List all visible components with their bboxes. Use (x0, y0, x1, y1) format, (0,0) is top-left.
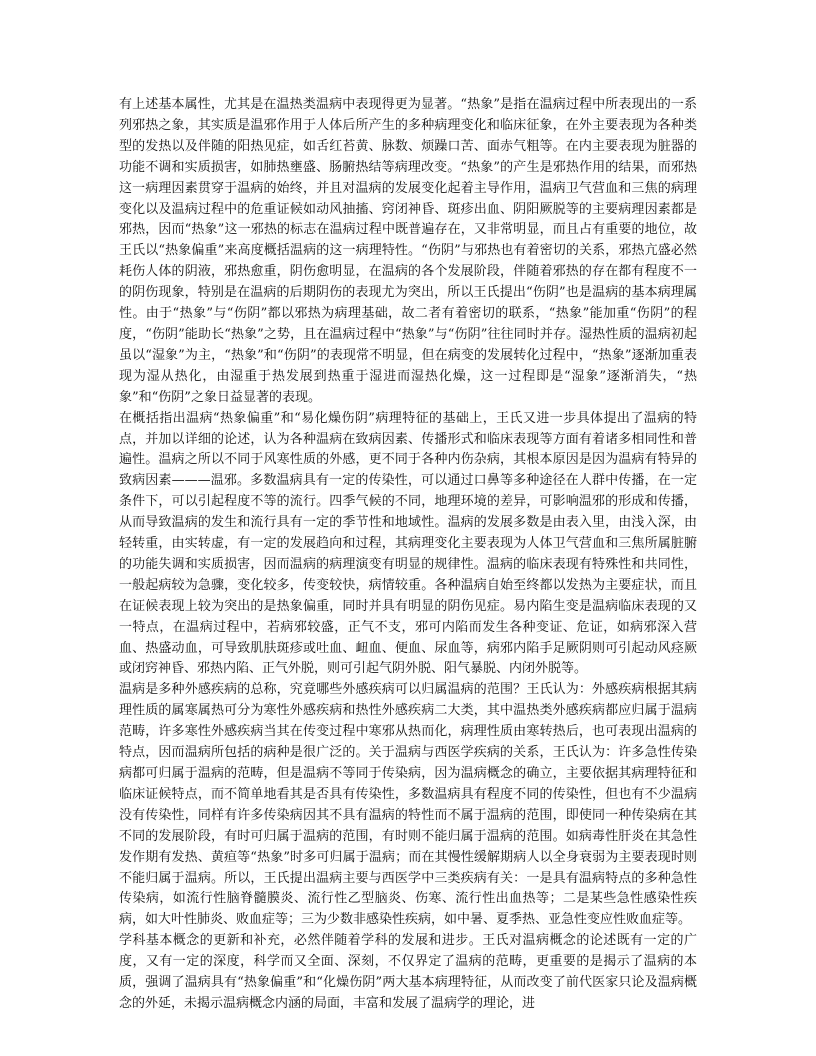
paragraph-characteristics-of-warm-disease: 在概括指出温病“热象偏重”和“易化燥伤阴”病理特征的基础上，王氏又进一步具体提出了温病的特点，并加以详细的论述，认为各种温病在致病因素、传播形式和临床表现等方面有着诸多相同性和普遍性。温病之所以不同于风寒性质的外感，更不同于各种内伤杂病，其根本原因是因为温病有特异的致病因素———温邪。多数温病具有一定的传染性，可以通过口鼻等多种途径在人群中传播，在一定条件下，可以引起程度不等的流行。四季气候的不同，地理环境的差异，可影响温邪的形成和传播，从而导致温病的发生和流行具有一定的季节性和地域性。温病的发展多数是由表入里，由浅入深，由轻转重，由实转虚，有一定的发展趋向和过程，其病理变化主要表现为人体卫气营血和三焦所属脏腑的功能失调和实质损害，因而温病的病理演变有明显的规律性。温病的临床表现有特殊性和共同性，一般起病较为急骤，变化较多，传变较快，病情较重。各种温病自始至终都以发热为主要症状，而且在证候表现上较为突出的是热象偏重，同时并具有明显的阴伤见症。易内陷生变是温病临床表现的又一特点，在温病过程中，若病邪较盛，正气不支，邪可内陷而发生各种变证、危证，如病邪深入营血、热盛动血，可导致肌肤斑疹或吐血、衄血、便血、尿血等，病邪内陷手足厥阴则可引起动风痉厥或闭窍神昏、邪热内陷、正气外脱，则可引起气阴外脱、阳气暴脱、内闭外脱等。 (119, 410, 697, 677)
document-body (119, 95, 697, 1015)
paragraph-scope-of-warm-disease: 温病是多种外感疾病的总称，究竟哪些外感疾病可以归属温病的范围？王氏认为：外感疾病根据其病理性质的属寒属热可分为寒性外感疾病和热性外感疾病二大类，其中温热类外感疾病都应归属于温病范畴，许多寒性外感疾病当其在传变过程中寒邪从热而化，病理性质由寒转热后，也可表现出温病的特点，因而温病所包括的病种是很广泛的。关于温病与西医学疾病的关系，王氏认为：许多急性传染病都可归属于温病的范畴，但是温病不等同于传染病，因为温病概念的确立，主要依据其病理特征和临床证候特点，而不简单地看其是否具有传染性，多数温病具有程度不同的传染性，但也有不少温病没有传染性，同样有许多传染病因其不具有温病的特性而不属于温病的范围，即使同一种传染病在其不同的发展阶段，有时可归属于温病的范围，有时则不能归属于温病的范围。如病毒性肝炎在其急性发作期有发热、黄疸等“热象”时多可归属于温病；而在其慢性缓解期病人以全身衰弱为主要表现时则不能归属于温病。所以，王氏提出温病主要与西医学中三类疾病有关：一是具有温病特点的多种急性传染病，如流行性脑脊髓膜炎、流行性乙型脑炎、伤寒、流行性出血热等；二是某些急性感染性疾病，如大叶性肺炎、败血症等；三为少数非感染性疾病，如中暑、夏季热、亚急性变应性败血症等。 (119, 682, 697, 928)
paragraph-heat-and-yin-injury: 有上述基本属性，尤其是在温热类温病中表现得更为显著。“热象”是指在温病过程中所表现出的一系列邪热之象，其实质是温邪作用于人体后所产生的多种病理变化和临床征象，在外主要表现为各种类型的发热以及伴随的阳热见症，如舌红苔黄、脉数、烦躁口苦、面赤气粗等。在内主要表现为脏器的功能不调和实质损害，如肺热壅盛、肠腑热结等病理改变。“热象”的产生是邪热作用的结果，而邪热这一病理因素贯穿于温病的始终，并且对温病的发展变化起着主导作用，温病卫气营血和三焦的病理变化以及温病过程中的危重证候如动风抽搐、窍闭神昏、斑疹出血、阴阳厥脱等的主要病理因素都是邪热，因而“热象”这一邪热的标志在温病过程中既普遍存在，又非常明显，而且占有重要的地位，故王氏以“热象偏重”来高度概括温病的这一病理特性。“伤阴”与邪热也有着密切的关系，邪热亢盛必然耗伤人体的阴液，邪热愈重，阴伤愈明显，在温病的各个发展阶段，伴随着邪热的存在都有程度不一的阴伤现象，特别是在温病的后期阴伤的表现尤为突出，所以王氏提出“伤阴”也是温病的基本病理属性。由于“热象”与“伤阴”都以邪热为病理基础，故二者有着密切的联系，“热象”能加重“伤阴”的程度，“伤阴”能助长“热象”之势，且在温病过程中“热象”与“伤阴”往往同时并存。湿热性质的温病初起虽以“湿象”为主，“热象”和“伤阴”的表现常不明显，但在病变的发展转化过程中，“热象”逐渐加重表现为湿从热化，由湿重于热发展到热重于湿进而湿热化燥，这一过程即是“湿象”逐渐消失，“热象”和“伤阴”之象日益显著的表现。 (119, 97, 697, 405)
paragraph-concept-update: 学科基本概念的更新和补充，必然伴随着学科的发展和进步。王氏对温病概念的论述既有一定的广度，又有一定的深度，科学而又全面、深刻，不仅界定了温病的范畴，更重要的是揭示了温病的本质，强调了温病具有“热象偏重”和“化燥伤阴”两大基本病理特征，从而改变了前代医家只论及温病概念的外延，未揭示温病概念内涵的局面，丰富和发展了温病学的理论，进 (119, 933, 697, 1011)
